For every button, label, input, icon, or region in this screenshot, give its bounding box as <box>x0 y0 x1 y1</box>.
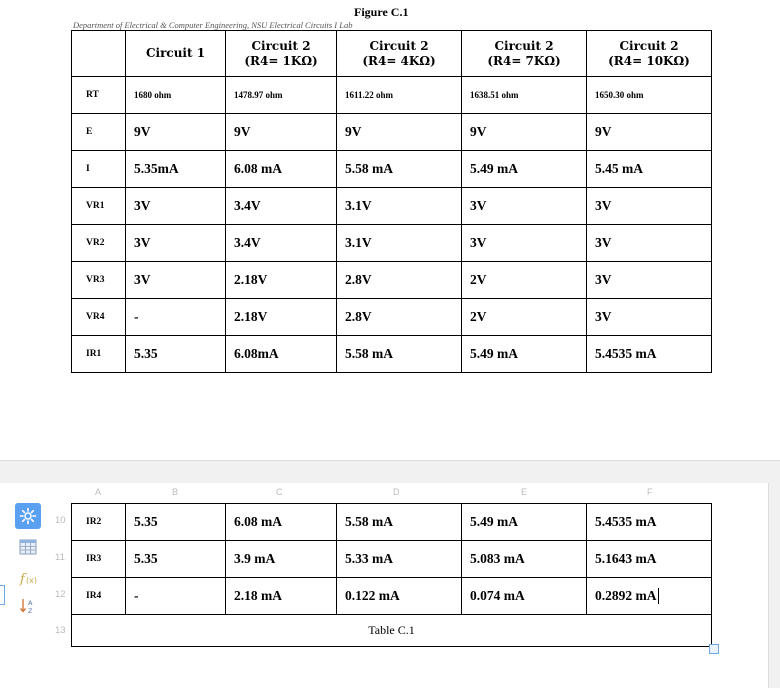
table-cell[interactable]: 2.8V <box>337 299 462 336</box>
table-cell[interactable]: 2.18V <box>226 299 337 336</box>
table-cell[interactable]: 2.18V <box>226 262 337 299</box>
table-cell[interactable]: 5.35 <box>126 336 226 373</box>
column-letter[interactable]: F <box>647 487 653 497</box>
table-cell[interactable]: 9V <box>126 114 226 151</box>
table-cell[interactable]: 2V <box>462 262 587 299</box>
table-row <box>72 77 712 114</box>
table-cell[interactable]: 9V <box>226 114 337 151</box>
table-cell[interactable]: 9V <box>337 114 462 151</box>
table-cell[interactable]: 9V <box>462 114 587 151</box>
table-cell[interactable]: 1478.97 ohm <box>226 77 337 114</box>
table-cell[interactable]: 5.083 mA <box>462 541 587 578</box>
vertical-scrollbar[interactable] <box>768 483 780 688</box>
row-label[interactable]: IR3 <box>72 541 126 578</box>
table-cell[interactable]: 5.58 mA <box>337 151 462 188</box>
table-cell[interactable]: 2.8V <box>337 262 462 299</box>
table-cell[interactable]: 5.58 mA <box>337 336 462 373</box>
table-cell[interactable]: - <box>126 299 226 336</box>
table-row <box>72 578 712 615</box>
row-selection-marker[interactable] <box>0 585 5 605</box>
page-gap <box>0 460 780 484</box>
table-cell[interactable]: 3.4V <box>226 225 337 262</box>
table-cell[interactable]: 3V <box>462 188 587 225</box>
table-row <box>72 225 712 262</box>
department-header: Department of Electrical & Computer Engineering, NSU Electrical Circuits I Lab <box>73 20 711 31</box>
row-label[interactable]: VR2 <box>72 225 126 262</box>
table-cell[interactable]: 5.49 mA <box>462 504 587 541</box>
column-letter[interactable]: C <box>276 487 283 497</box>
table-cell[interactable]: 5.35 <box>126 541 226 578</box>
table-cell[interactable]: 3V <box>587 299 712 336</box>
function-icon <box>19 570 37 586</box>
column-header[interactable]: Circuit 2 (R4= 4KΩ) <box>337 31 462 77</box>
table-cell[interactable]: 5.58 mA <box>337 504 462 541</box>
table-row <box>72 262 712 299</box>
table-cell[interactable]: 3.1V <box>337 188 462 225</box>
table-cell[interactable]: 3.9 mA <box>226 541 337 578</box>
row-label[interactable]: RT <box>72 77 126 114</box>
column-header[interactable]: Circuit 2 (R4= 7KΩ) <box>462 31 587 77</box>
table-icon <box>19 539 37 555</box>
settings-icon <box>19 507 37 525</box>
column-header[interactable]: Circuit 2 (R4= 1KΩ) <box>226 31 337 77</box>
figure-title: Figure C.1 <box>354 5 409 19</box>
svg-text:A: A <box>28 599 33 607</box>
table-cell[interactable]: 5.35mA <box>126 151 226 188</box>
column-letter[interactable]: A <box>95 487 102 497</box>
column-letter[interactable]: B <box>172 487 179 497</box>
table-cell[interactable]: 3V <box>126 188 226 225</box>
table-cell[interactable]: 3V <box>587 188 712 225</box>
table-cell[interactable]: - <box>126 578 226 615</box>
svg-text:f: f <box>20 572 25 586</box>
row-label[interactable]: IR1 <box>72 336 126 373</box>
row-number[interactable]: 11 <box>55 552 65 563</box>
column-letter[interactable]: D <box>393 487 400 497</box>
table-cell[interactable]: 0.2892 mA <box>587 578 712 615</box>
data-table-bottom <box>71 503 712 647</box>
row-label[interactable]: E <box>72 114 126 151</box>
table-row <box>72 336 712 373</box>
column-header[interactable]: Circuit 2 (R4= 10KΩ) <box>587 31 712 77</box>
svg-text:(x): (x) <box>26 576 37 585</box>
row-label[interactable]: VR1 <box>72 188 126 225</box>
row-label[interactable]: I <box>72 151 126 188</box>
formula-button[interactable] <box>15 565 41 591</box>
table-cell[interactable]: 0.074 mA <box>462 578 587 615</box>
table-row <box>72 188 712 225</box>
table-cell[interactable]: 2V <box>462 299 587 336</box>
table-properties-button[interactable] <box>15 534 41 560</box>
table-cell[interactable]: 3V <box>462 225 587 262</box>
column-header[interactable]: Circuit 1 <box>126 31 226 77</box>
table-cell[interactable]: 1611.22 ohm <box>337 77 462 114</box>
table-cell[interactable]: 6.08mA <box>226 336 337 373</box>
row-number[interactable]: 13 <box>55 625 66 636</box>
table-row <box>72 504 712 541</box>
table-cell[interactable]: 3V <box>587 262 712 299</box>
table-resize-handle[interactable] <box>709 644 719 654</box>
table-cell[interactable]: 5.1643 mA <box>587 541 712 578</box>
row-label[interactable]: IR4 <box>72 578 126 615</box>
sort-icon <box>19 597 37 615</box>
row-label[interactable]: VR4 <box>72 299 126 336</box>
table-cell[interactable]: 5.45 mA <box>587 151 712 188</box>
table-row <box>72 151 712 188</box>
row-number[interactable]: 10 <box>55 515 66 526</box>
table-cell[interactable]: 5.49 mA <box>462 336 587 373</box>
table-settings-button[interactable] <box>15 503 41 529</box>
table-cell[interactable]: 3.1V <box>337 225 462 262</box>
table-cell[interactable]: 6.08 mA <box>226 151 337 188</box>
table-cell[interactable]: 3V <box>587 225 712 262</box>
row-label[interactable]: VR3 <box>72 262 126 299</box>
table-cell[interactable]: 5.33 mA <box>337 541 462 578</box>
caption-row <box>72 615 712 647</box>
table-cell[interactable]: 5.4535 mA <box>587 336 712 373</box>
row-number[interactable]: 12 <box>55 589 66 600</box>
table-cell[interactable]: 2.18 mA <box>226 578 337 615</box>
table-row <box>72 299 712 336</box>
table-cell[interactable]: 3V <box>126 225 226 262</box>
table-cell[interactable]: 6.08 mA <box>226 504 337 541</box>
data-table-top <box>71 30 712 373</box>
table-cell[interactable]: 0.122 mA <box>337 578 462 615</box>
header-row <box>72 31 712 77</box>
column-letter[interactable]: E <box>521 487 528 497</box>
table-cell[interactable]: 5.35 <box>126 504 226 541</box>
table-row <box>72 114 712 151</box>
table-cell[interactable]: 1638.51 ohm <box>462 77 587 114</box>
table-cell[interactable]: 3.4V <box>226 188 337 225</box>
table-cell[interactable]: 3V <box>126 262 226 299</box>
svg-text:Z: Z <box>28 607 33 615</box>
sort-button[interactable] <box>15 593 41 619</box>
table-cell[interactable]: 1680 ohm <box>126 77 226 114</box>
corner-cell <box>72 31 126 77</box>
table-cell[interactable]: 1650.30 ohm <box>587 77 712 114</box>
table-cell[interactable]: 9V <box>587 114 712 151</box>
row-label[interactable]: IR2 <box>72 504 126 541</box>
text-cursor <box>658 588 659 604</box>
table-row <box>72 541 712 578</box>
table-cell[interactable]: 5.4535 mA <box>587 504 712 541</box>
table-cell[interactable]: 5.49 mA <box>462 151 587 188</box>
table-caption[interactable]: Table C.1 <box>72 615 712 647</box>
